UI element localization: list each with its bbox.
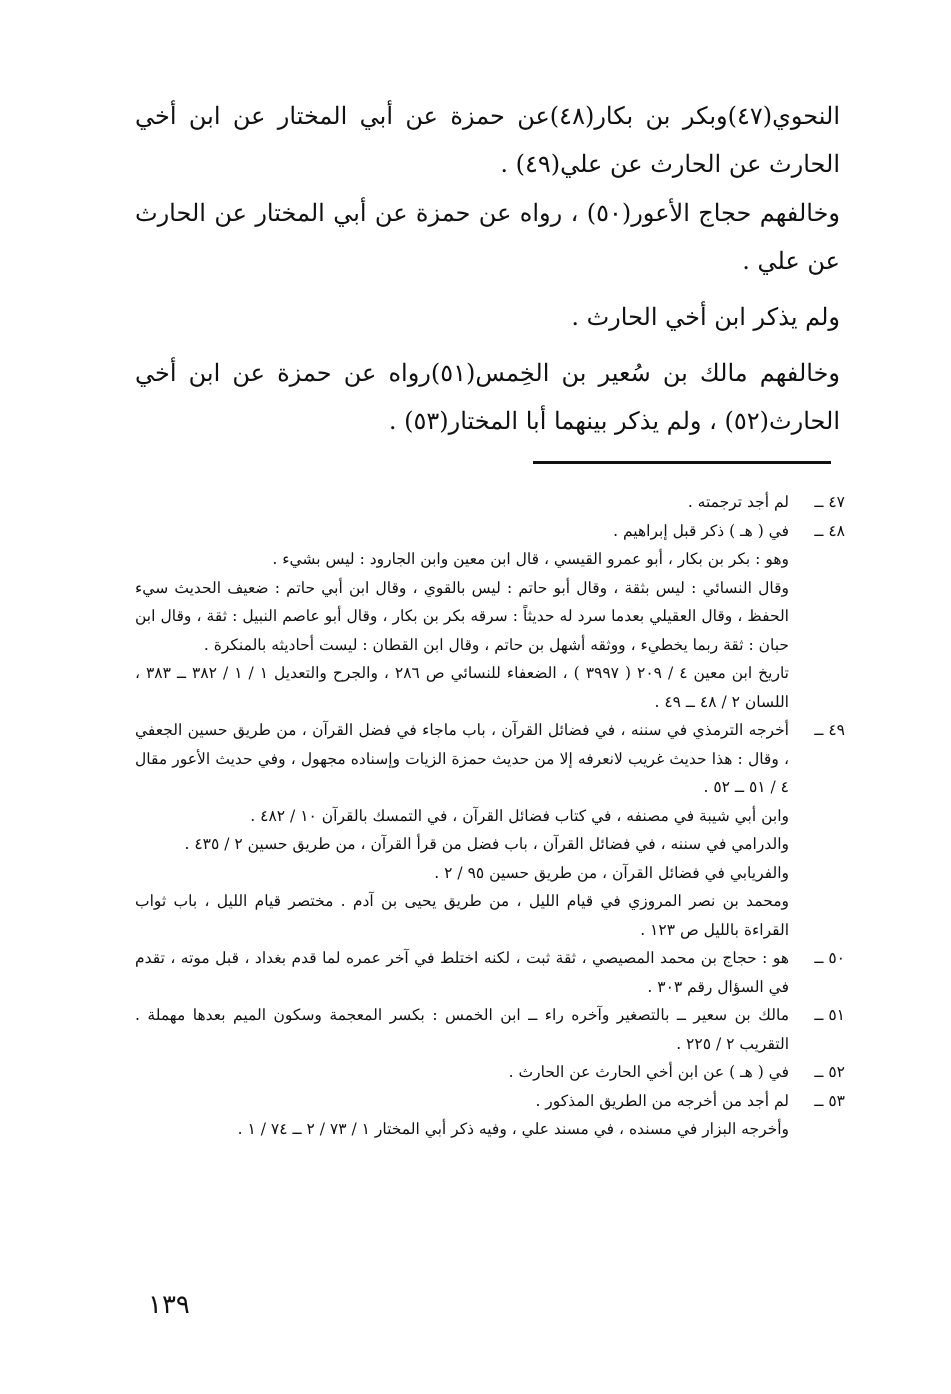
paragraph-3: ولم يذكر ابن أخي الحارث . — [571, 303, 840, 331]
footnote-divider — [533, 461, 831, 464]
page-number: ١٣٩ — [148, 1290, 190, 1320]
footnote-number: ٥٠ ــ — [814, 949, 845, 967]
footnote-49-marwazi: ومحمد بن نصر المروزي في قيام الليل ، من طريق يحيى بن آدم . مختصر قيام الليل ، باب ثواب القراءة بالليل ص ١٢٣ . — [135, 892, 789, 939]
footnote-number: ٥٣ ــ — [814, 1091, 845, 1110]
footnote-49-ibn-abi-shaybah: وابن أبي شيبة في مصنفه ، في كتاب فضائل القرآن ، في التمسك بالقرآن ١٠ / ٤٨٢ . — [250, 806, 789, 825]
footnote-text: لم أجد من أخرجه من الطريق المذكور . — [535, 1091, 789, 1110]
footnote-51 — [135, 1001, 845, 1058]
footnote-53 — [135, 1087, 845, 1116]
footnote-number: ٥٢ ــ — [814, 1063, 845, 1081]
footnote-49 — [135, 716, 845, 802]
footnote-text: هو : حجاج بن محمد المصيصي ، ثقة ثبت ، لكنه اختلط في آخر عمره لما قدم بغداد ، قبل موته ، تقدم في السؤال رقم ٣٠٣ . — [135, 949, 789, 996]
paragraph-2: وخالفهم حجاج الأعور(٥٠) ، رواه عن حمزة عن أبي المختار عن الحارث عن علي . — [135, 199, 840, 275]
footnote-48 — [135, 517, 845, 546]
footnote-text: لم أجد ترجمته . — [687, 493, 789, 511]
footnote-text: في ( هـ ) ذكر قبل إبراهيم . — [613, 521, 789, 540]
footnote-49-darimi: والدرامي في سننه ، في فضائل القرآن ، باب فضل من قرأ القرآن ، من طريق حسين ٢ / ٤٣٥ . — [184, 835, 789, 853]
footnote-50 — [135, 944, 845, 1001]
paragraph-1: النحوي(٤٧)وبكر بن بكار(٤٨)عن حمزة عن أبي المختار عن ابن أخي الحارث عن الحارث عن علي(٤٩) . — [135, 102, 841, 178]
footnote-text: مالك بن سعير ــ بالتصغير وآخره راء ــ ابن الخمس : بكسر المعجمة وسكون الميم بعدها مهملة . التقريب ٢ / ٢٢٥ . — [135, 1006, 789, 1053]
footnote-number: ٥١ ــ — [814, 1006, 845, 1024]
footnote-48-opinions: وقال النسائي : ليس بثقة ، وقال أبو حاتم : ليس بالقوي ، وقال ابن أبي حاتم : ضعيف الحديث سيء الحفظ ، وقال العقيلي بعدما سرد له حديثاً : سرقه بكر بن بكار ، وقال أبو عاصم النبيل : ثقة ، وقال ابن حبان : ثقة ربما يخطيء ، ووثقه أشهل بن حاتم ، وقال ابن القطان : ليست أحاديثه بالمنكرة . — [135, 578, 789, 654]
footnotes — [135, 488, 845, 1144]
footnote-48-references: تاريخ ابن معين ٤ / ٢٠٩ ( ٣٩٩٧ ) ، الضعفاء للنسائي ص ٢٨٦ ، والجرح والتعديل ١ / ١ / ٣٨٢ ــ ٣٨٣ ، اللسان ٢ / ٤٨ ــ ٤٩ . — [135, 664, 789, 711]
footnote-number: ٤٨ ــ — [814, 521, 845, 540]
footnote-text: في ( هـ ) عن ابن أخي الحارث عن الحارث . — [508, 1063, 789, 1081]
footnote-text: أخرجه الترمذي في سننه ، في فضائل القرآن ، باب ماجاء في فضل القرآن ، من طريق حسين الجعفي ، وقال : هذا حديث غريب لانعرفه إلا من حديث حمزة الزيات وإسناده مجهول ، وفي حديث الأعور مقال ٤ / ٥١ ــ ٥٢ . — [135, 721, 789, 796]
main-text — [135, 92, 840, 445]
paragraph-4: وخالفهم مالك بن سُعير بن الخِمس(٥١)رواه عن حمزة عن ابن أخي الحارث(٥٢) ، ولم يذكر بينهما أبا المختار(٥٣) . — [135, 359, 840, 435]
footnote-number: ٤٩ ــ — [814, 721, 845, 739]
footnote-53-bazzar: وأخرجه البزار في مسنده ، في مسند علي ، وفيه ذكر أبي المختار ١ / ٧٣ / ٢ ــ ٧٤ / ١ . — [237, 1120, 789, 1138]
footnote-49-firyabi: والفريابي في فضائل القرآن ، من طريق حسين ٩٥ / ٢ . — [434, 863, 789, 882]
footnote-52 — [135, 1058, 845, 1087]
footnote-48-bio: وهو : بكر بن بكار ، أبو عمرو القيسي ، قال ابن معين وابن الجارود : ليس بشيء . — [272, 550, 789, 568]
footnote-47 — [135, 488, 845, 517]
footnote-number: ٤٧ ــ — [814, 493, 845, 511]
